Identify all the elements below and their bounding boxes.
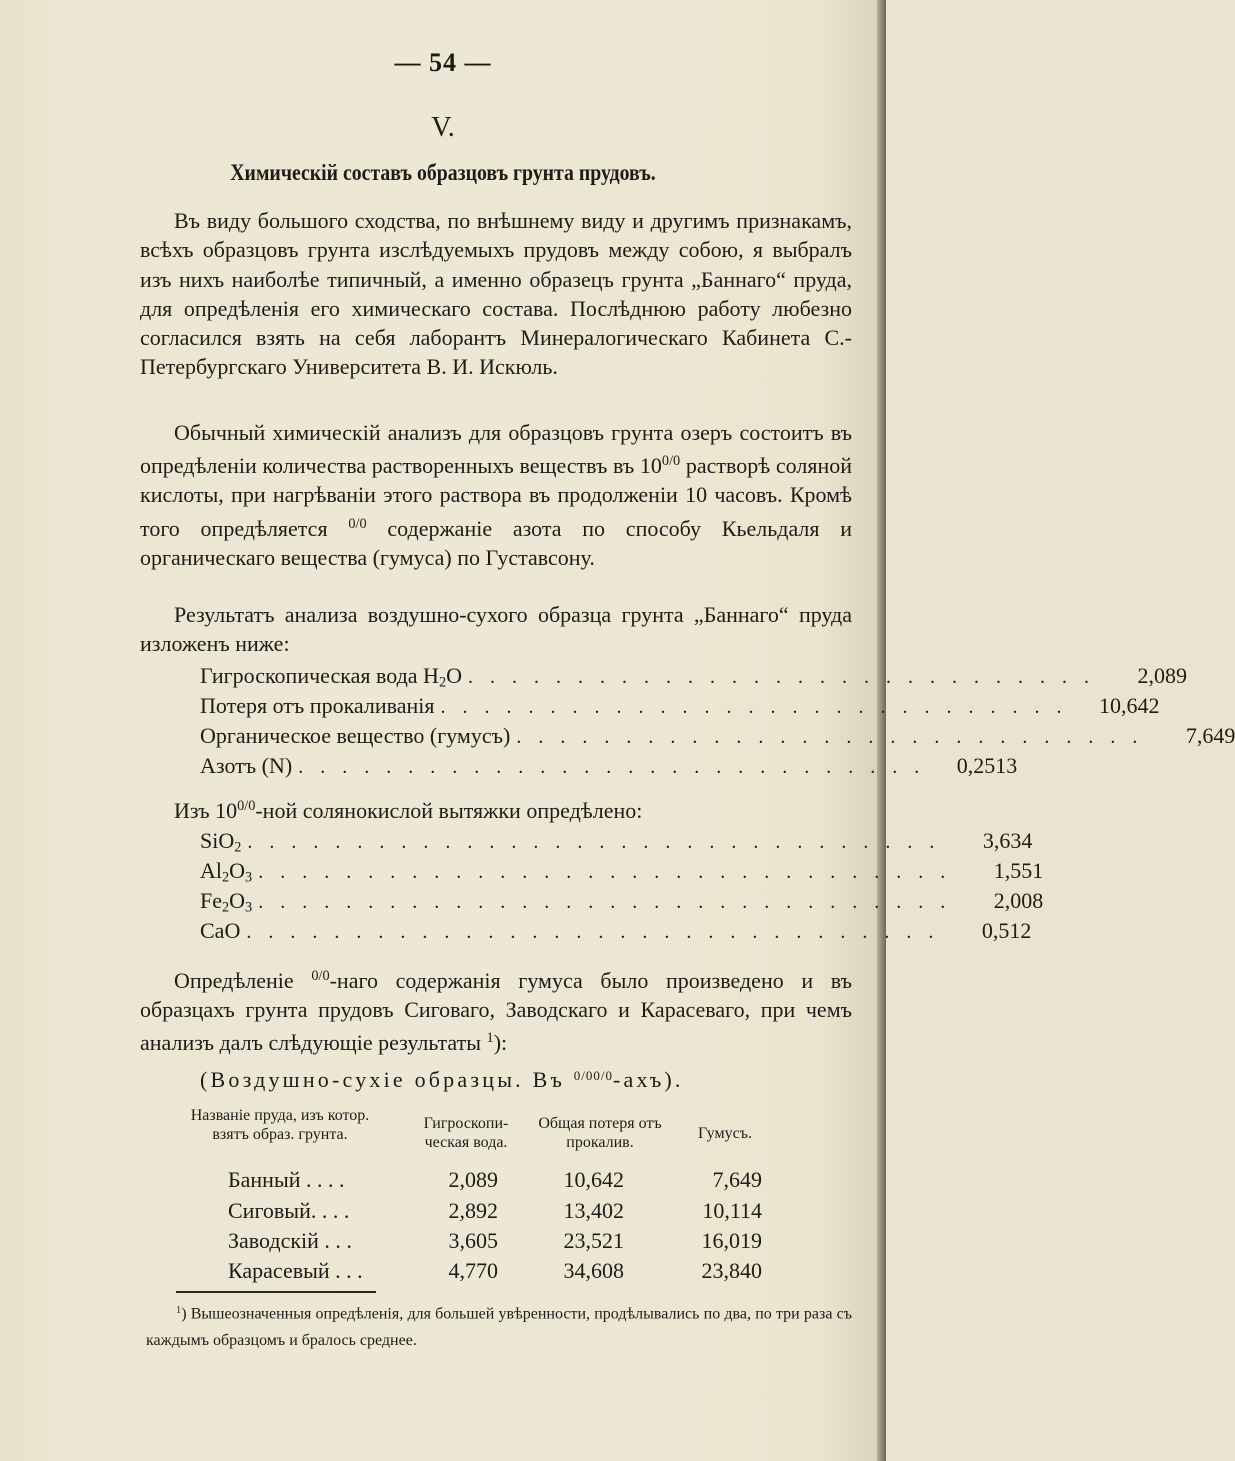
analysis-value: 10,642 bbox=[1099, 693, 1160, 718]
analysis-value: 7,649 bbox=[1185, 723, 1235, 748]
analysis-label: Органическое вещество (гумусъ) bbox=[200, 723, 511, 748]
table-cell-humus: 16,019 bbox=[701, 1228, 762, 1253]
footnote-marker: 1 bbox=[176, 1305, 182, 1316]
section-number: V. bbox=[431, 112, 455, 143]
table-header-hygroscopic-water: Гигроскопи- ческая вода. bbox=[423, 1115, 509, 1151]
analysis-value: 3,634 bbox=[982, 828, 1033, 853]
table-cell-hygro: 2,089 bbox=[448, 1167, 498, 1192]
footnote-rule bbox=[176, 1291, 376, 1293]
analysis-label: $Fe_2O_3$ bbox=[200, 888, 253, 916]
table-cell-loss: 34,608 bbox=[563, 1258, 624, 1283]
table-cell-loss: 13,402 bbox=[563, 1198, 624, 1223]
paragraph-5 bbox=[140, 962, 852, 1058]
analysis-label: SiO$_2$ bbox=[200, 828, 242, 856]
analysis-value: 1,551 bbox=[993, 858, 1044, 883]
analysis-row-organic bbox=[200, 722, 1235, 751]
analysis-value: 2,089 bbox=[1137, 663, 1187, 688]
analysis-row-ignition-loss bbox=[200, 692, 1160, 721]
footnote: $^1$) Вышеозначенныя опредѣленія, для большей увѣренности, продѣлывались по два, по три раза съ каждымъ образцомъ и бралось среднее. bbox=[146, 1305, 853, 1349]
table-cell-loss: 10,642 bbox=[563, 1167, 624, 1192]
paragraph-2 bbox=[140, 418, 852, 572]
table-header-ignition-loss: Общая потеря отъ прокалив. bbox=[538, 1115, 662, 1151]
percent-sign: 0/00/0 bbox=[573, 1067, 613, 1083]
paragraph-2-part-a: Обычный химическій анализъ для образцовъ грунта озеръ состоитъ въ опредѣленіи количества растворенныхъ веществъ въ 10 bbox=[140, 420, 852, 479]
leader-dots: . . . . . . . . . . . . . . . . . . . . . . . . . . . . . bbox=[516, 726, 1144, 748]
table-cell-humus: 7,649 bbox=[712, 1167, 762, 1192]
table-cell-hygro: 3,605 bbox=[448, 1228, 498, 1253]
leader-dots: . . . . . . . . . . . . . . . . . . . . . . . . . . . . . . . . bbox=[247, 831, 941, 853]
table-cell-name: Заводскій . . . bbox=[228, 1228, 352, 1253]
leader-dots: . . . . . . . . . . . . . . . . . . . . . . . . . . . . . . . . bbox=[258, 861, 952, 883]
analysis-value: 2,008 bbox=[993, 888, 1044, 913]
footnote-marker: 1 bbox=[486, 1030, 494, 1047]
analysis-label: $Al_2O_3$ bbox=[200, 858, 253, 886]
leader-dots: . . . . . . . . . . . . . . . . . . . . . . . . . . . . . . . . bbox=[258, 891, 952, 913]
paragraph-2-part-c: содержаніе азота по способу Кьельдаля и органическаго вещества (гумуса) по Густавсону. bbox=[140, 515, 853, 570]
paragraph-3-text: Результатъ анализа воздушно-сухого образца грунта „Баннаго“ пруда изложенъ ниже: bbox=[140, 602, 852, 657]
analysis-label: Азотъ (N) bbox=[200, 753, 293, 778]
paragraph-5-text: Опредѣленіе $^{0/0}$-наго содержанія гумуса было произведено и въ образцахъ грунта прудовъ Сиговаго, Заводскаго и Карасеваго, при чемъ анализъ далъ слѣдующіе результаты $^1$): bbox=[140, 967, 853, 1056]
analysis-label: CaO bbox=[200, 918, 241, 943]
percent-sign: 0/0 bbox=[661, 453, 681, 470]
paragraph-1 bbox=[140, 206, 852, 382]
table-cell-humus: 10,114 bbox=[702, 1198, 762, 1223]
analysis-label: Потеря отъ прокаливанія bbox=[200, 693, 435, 718]
leader-dots: . . . . . . . . . . . . . . . . . . . . . . . . . . . . . bbox=[468, 666, 1095, 688]
paragraph-2-part-b: растворѣ соляной кислоты, при нагрѣваніи этого раствора въ продолженіи 10 часовъ. Кромѣ того опредѣляется bbox=[140, 453, 853, 541]
analysis-row-nitrogen bbox=[200, 752, 1018, 781]
table-cell-name: Сиговый. . . . bbox=[228, 1198, 350, 1223]
paragraph-4 bbox=[140, 792, 852, 825]
table-cell-hygro: 2,892 bbox=[448, 1198, 498, 1223]
table-subtitle: (Воздушно-сухіе образцы. Въ $^{0/00/0}$-ахъ). bbox=[200, 1067, 684, 1092]
paragraph-2-text bbox=[140, 418, 852, 572]
paragraph-1-text: Въ виду большого сходства, по внѣшнему виду и другимъ признакамъ, всѣхъ образцовъ грунта изслѣдуемыхъ прудовъ между собою, я выбралъ изъ нихъ наиболѣе типичный, а именно образецъ грунта „Баннаго“ пруда, для опредѣленія его химическаго состава. Послѣднюю работу любезно согласился взять на себя лаборантъ Минералогическаго Кабинета С.-Петербургскаго Университета В. И. Искюль. bbox=[140, 208, 852, 380]
analysis-row-cao bbox=[200, 917, 1032, 946]
table-header-pond-name: Названіе пруда, изъ котор. взятъ образ. грунта. bbox=[190, 1107, 370, 1143]
table-cell-name: Банный . . . . bbox=[228, 1167, 345, 1192]
paragraph-3 bbox=[140, 600, 852, 659]
footnote-text: Вышеозначенныя опредѣленія, для большей увѣренности, продѣлывались по два, по три раза съ каждымъ образцомъ и бралось среднее. bbox=[146, 1305, 853, 1349]
leader-dots: . . . . . . . . . . . . . . . . . . . . . . . . . . . . . bbox=[440, 696, 1068, 718]
percent-sign: 0/0 bbox=[237, 798, 256, 814]
table-cell-name: Карасевый . . . bbox=[228, 1258, 363, 1283]
percent-sign: 0/0 bbox=[348, 515, 367, 532]
table-cell-hygro: 4,770 bbox=[448, 1258, 498, 1283]
analysis-value: 0,2513 bbox=[956, 753, 1018, 778]
leader-dots: . . . . . . . . . . . . . . . . . . . . . . . . . . . . . bbox=[298, 756, 926, 778]
percent-sign: 0/0 bbox=[311, 968, 330, 984]
analysis-value: 0,512 bbox=[981, 918, 1032, 943]
paragraph-4-text: Изъ $10^{0/0}$-ной солянокислой вытяжки опредѣлено: bbox=[174, 797, 643, 823]
analysis-label: Гигроскопическая вода $H_2O$ bbox=[200, 663, 462, 691]
table-cell-humus: 23,840 bbox=[701, 1258, 762, 1283]
section-title: Химическій составъ образцовъ грунта прудовъ. bbox=[230, 160, 656, 185]
leader-dots: . . . . . . . . . . . . . . . . . . . . . . . . . . . . . . . . bbox=[246, 921, 940, 943]
page-number: — 54 — bbox=[394, 48, 492, 77]
table-header-humus: Гумусъ. bbox=[698, 1125, 752, 1142]
table-cell-loss: 23,521 bbox=[563, 1228, 624, 1253]
